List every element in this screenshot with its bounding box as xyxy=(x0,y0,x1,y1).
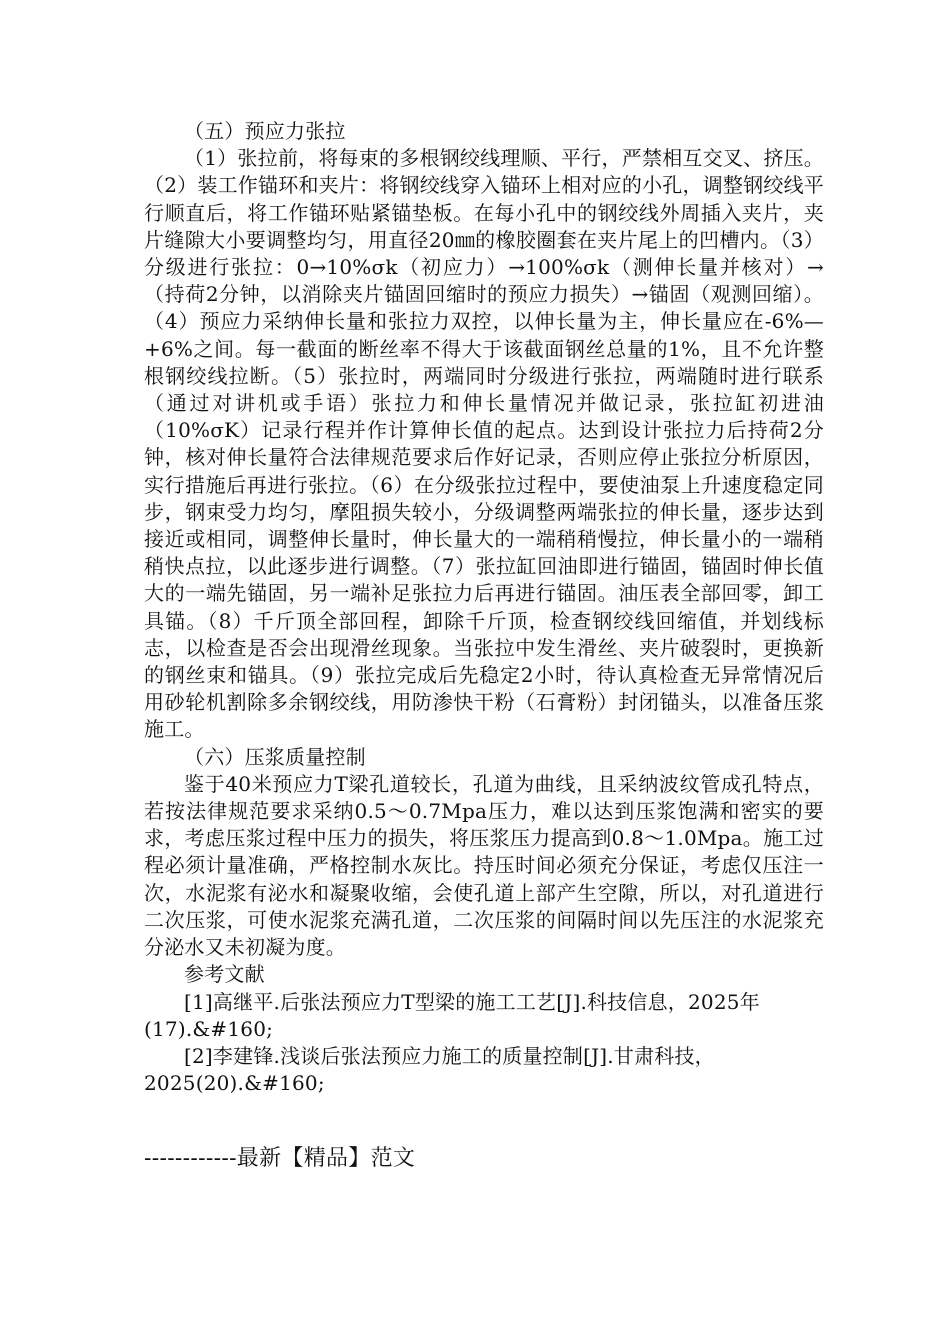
document-body xyxy=(144,118,824,1097)
references-heading: 参考文献 xyxy=(184,962,265,987)
paragraph-prestress-tensioning: （1）张拉前，将每束的多根钢绞线理顺、平行，严禁相互交叉、挤压。（2）装工作锚环和夹片：将钢绞线穿入锚环上相对应的小孔，调整钢绞线平行顺直后，将工作锚环贴紧锚垫板。在每小孔中的钢绞线外周插入夹片，夹片缝隙大小要调整均匀，用直径20㎜的橡胶圈套在夹片尾上的凹槽内。（3）分级进行张拉：0→10%σk（初应力）→100%σk（测伸长量并核对）→（持荷2分钟，以消除夹片锚固回缩时的预应力损失）→锚固（观测回缩）。（4）预应力采纳伸长量和张拉力双控，以伸长量为主，伸长量应在-6%—+6%之间。每一截面的断丝率不得大于该截面钢丝总量的1%，且不允许整根钢绞线拉断。（5）张拉时，两端同时分级进行张拉，两端随时进行联系（通过对讲机或手语）张拉力和伸长量情况并做记录，张拉缸初进油（10%σK）记录行程并作计算伸长值的起点。达到设计张拉力后持荷2分钟，核对伸长量符合法律规范要求后作好记录，否则应停止张拉分析原因，实行措施后再进行张拉。（6）在分级张拉过程中，要使油泵上升速度稳定同步，钢束受力均匀，摩阻损失较小，分级调整两端张拉的伸长量，逐步达到接近或相同，调整伸长量时，伸长量大的一端稍稍慢拉，伸长量小的一端稍稍快点拉，以此逐步进行调整。（7）张拉缸回油即进行锚固，锚固时伸长值大的一端先锚固，另一端补足张拉力后再进行锚固。油压表全部回零，卸工具锚。（8）千斤顶全部回程，卸除千斤顶，检查钢绞线回缩值，并划线标志，以检查是否会出现滑丝现象。当张拉中发生滑丝、夹片破裂时，更换新的钢丝束和锚具。（9）张拉完成后先稳定2小时，待认真检查无异常情况后用砂轮机割除多余钢绞线，用防渗快干粉（石膏粉）封闭锚头，以准备压浆施工。 xyxy=(144,146,824,742)
section-heading-prestress-tensioning: （五）预应力张拉 xyxy=(184,119,346,143)
footer-banner: ------------最新【精品】范文 xyxy=(144,1146,416,1171)
reference-item: [1]高继平.后张法预应力T型梁的施工工艺[J].科技信息，2025年(17).&#160; xyxy=(144,989,760,1041)
paragraph-grouting-quality: 鉴于40米预应力T梁孔道较长，孔道为曲线，且采纳波纹管成孔特点，若按法律规范要求采纳0.5～0.7Mpa压力，难以达到压浆饱满和密实的要求，考虑压浆过程中压力的损失，将压浆压力提高到0.8～1.0Mpa。施工过程必须计量准确，严格控制水灰比。持压时间必须充分保证，考虑仅压注一次，水泥浆有泌水和凝聚收缩，会使孔道上部产生空隙，所以，对孔道进行二次压浆，可使水泥浆充满孔道，二次压浆的间隔时间以先压注的水泥浆充分泌水又未初凝为度。 xyxy=(144,771,824,960)
section-heading-grouting-quality: （六）压浆质量控制 xyxy=(184,744,366,769)
reference-item: [2]李建锋.浅谈后张法预应力施工的质量控制[J].甘肃科技，2025(20).&#160; xyxy=(144,1043,715,1096)
